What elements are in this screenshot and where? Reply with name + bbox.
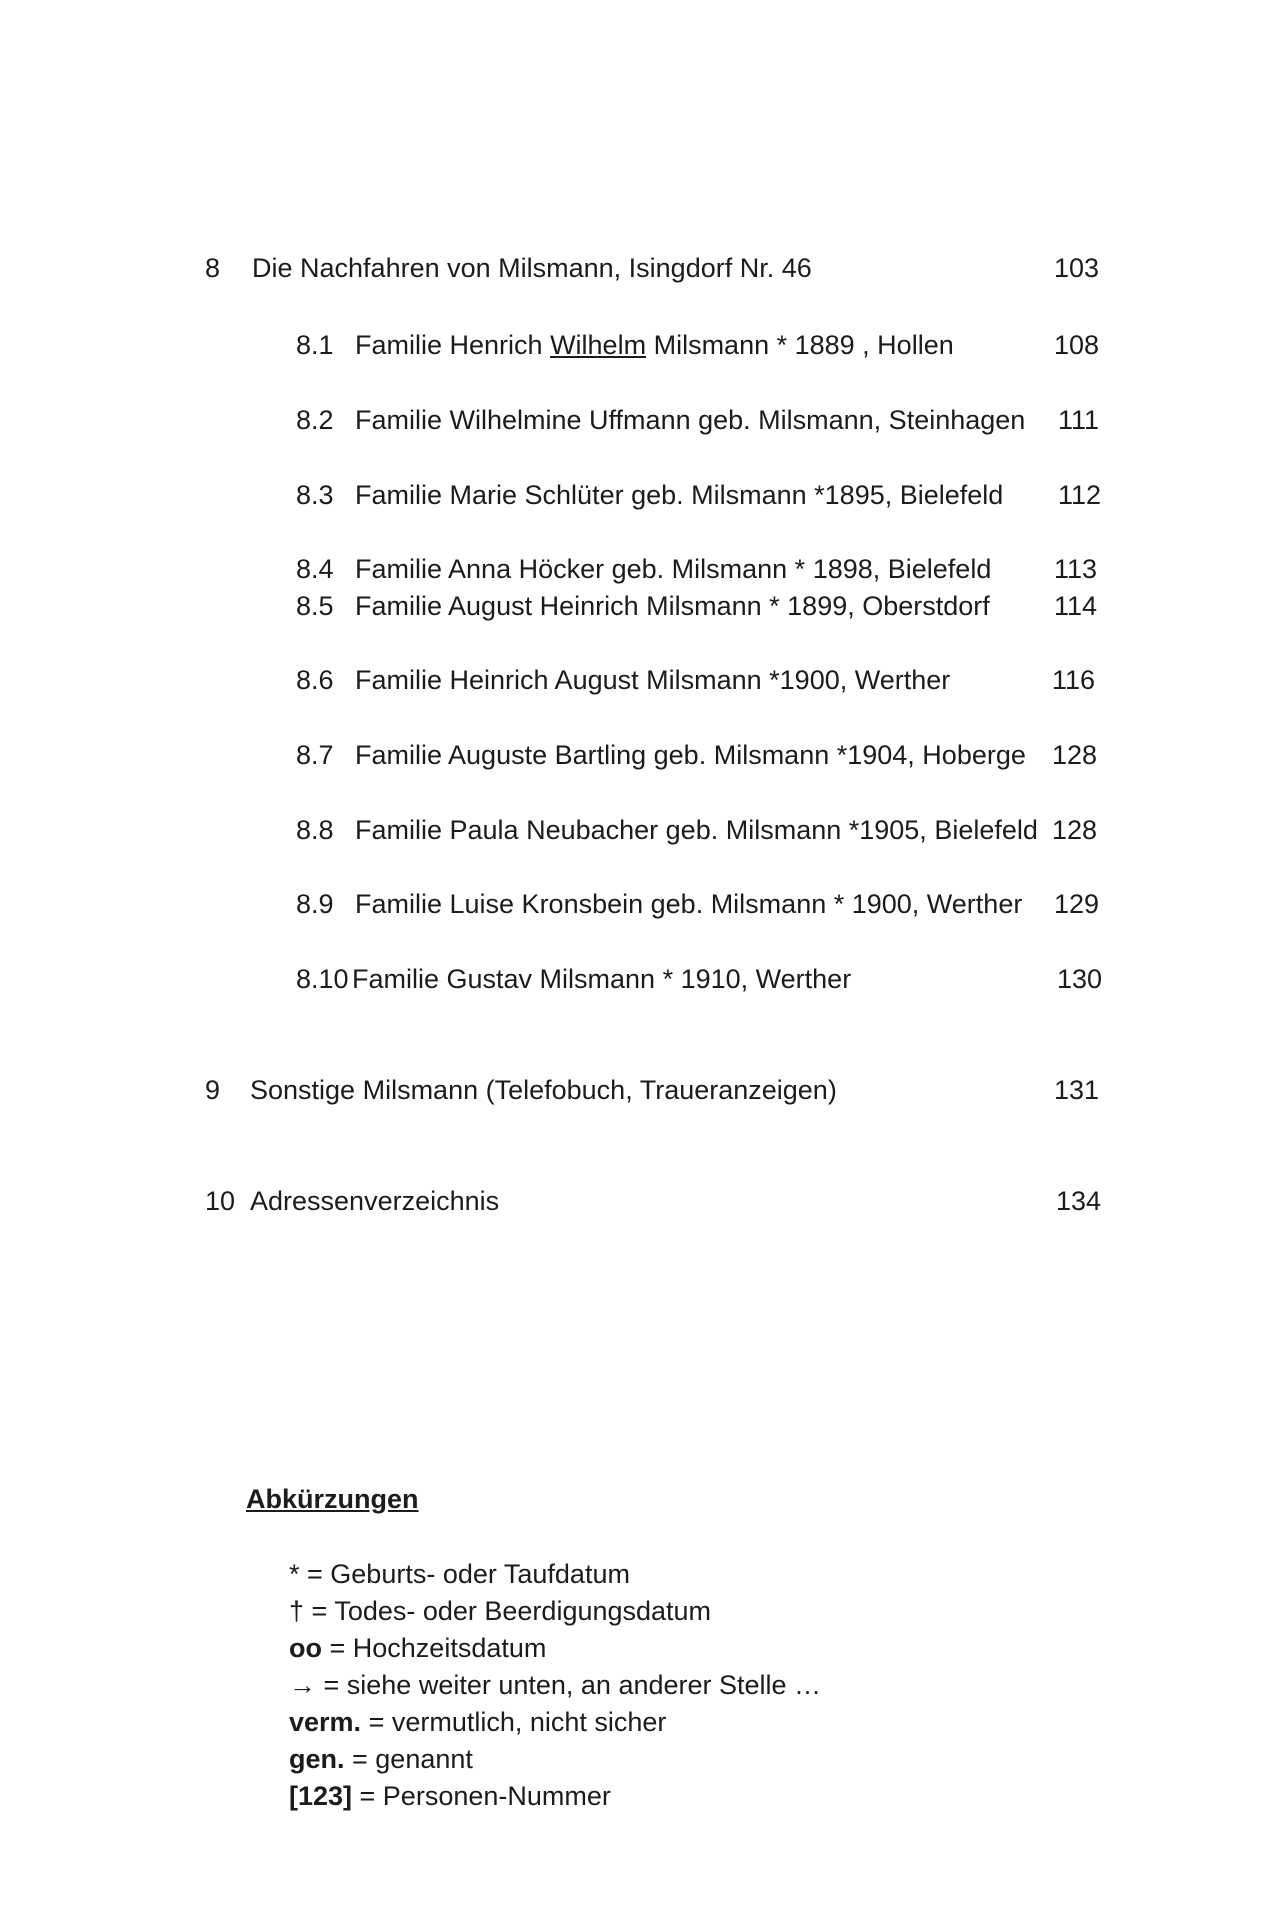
toc-title: Die Nachfahren von Milsmann, Isingdorf Nr. 46 <box>252 253 812 283</box>
abbreviation-key: [123] <box>289 1781 353 1811</box>
toc-page-number: 108 <box>1054 330 1100 360</box>
toc-number: 9 <box>205 1075 221 1105</box>
toc-number: 8.3 <box>296 480 334 510</box>
toc-title: Familie Heinrich August Milsmann *1900, Werther <box>355 665 951 695</box>
toc-number: 8.7 <box>296 740 334 770</box>
abbreviation-item <box>289 1632 546 1664</box>
toc-number: 8.1 <box>296 330 334 360</box>
abbreviation-text: = Todes- oder Beerdigungsdatum <box>304 1596 712 1626</box>
toc-page-number: 128 <box>1052 740 1098 770</box>
toc-page-number: 134 <box>1056 1186 1102 1216</box>
abbreviation-item <box>289 1706 666 1738</box>
abbreviation-text: = Personen-Nummer <box>352 1781 611 1811</box>
toc-number: 8.10 <box>296 964 349 994</box>
abbreviation-key: oo <box>289 1633 322 1663</box>
abbreviation-item <box>289 1743 473 1775</box>
abbreviation-text: = Hochzeitsdatum <box>322 1633 547 1663</box>
toc-page-number: 103 <box>1054 253 1100 283</box>
abbreviation-text: = genannt <box>344 1744 473 1774</box>
toc-title: Familie Gustav Milsmann * 1910, Werther <box>352 964 852 994</box>
toc-number: 8 <box>205 253 221 283</box>
abbreviation-key: verm. <box>289 1707 362 1737</box>
toc-title: Familie Marie Schlüter geb. Milsmann *1895, Bielefeld <box>355 480 1004 510</box>
toc-number: 8.5 <box>296 591 334 621</box>
toc-title: Familie Anna Höcker geb. Milsmann * 1898, Bielefeld <box>355 554 992 584</box>
toc-title: Familie August Heinrich Milsmann * 1899, Oberstdorf <box>355 591 990 621</box>
toc-page-number: 111 <box>1058 405 1100 435</box>
toc-title: Familie Henrich Wilhelm Milsmann * 1889 , Hollen <box>355 330 954 360</box>
toc-title: Familie Luise Kronsbein geb. Milsmann * 1900, Werther <box>355 889 1023 919</box>
toc-page-number: 112 <box>1058 480 1102 510</box>
toc-number: 8.6 <box>296 665 334 695</box>
toc-title: Sonstige Milsmann (Telefobuch, Traueranzeigen) <box>250 1075 837 1105</box>
toc-page-number: 114 <box>1054 591 1098 621</box>
abbreviation-key: * <box>289 1559 300 1589</box>
abbreviation-item <box>289 1558 630 1590</box>
dagger-symbol: † <box>289 1596 305 1626</box>
toc-title: Adressenverzeichnis <box>250 1186 500 1216</box>
toc-page-number: 113 <box>1054 554 1098 584</box>
toc-title: Familie Paula Neubacher geb. Milsmann *1905, Bielefeld <box>355 815 1038 845</box>
toc-page-number: 131 <box>1054 1075 1100 1105</box>
abbreviation-text: = Geburts- oder Taufdatum <box>299 1559 630 1589</box>
abbreviation-key: gen. <box>289 1744 345 1774</box>
abbreviation-item <box>289 1780 611 1812</box>
toc-page-number: 129 <box>1054 889 1100 919</box>
toc-title: Familie Auguste Bartling geb. Milsmann *1904, Hoberge <box>355 740 1026 770</box>
toc-page-number: 116 <box>1052 665 1096 695</box>
toc-number: 8.8 <box>296 815 334 845</box>
abbreviation-item <box>289 1669 821 1701</box>
abbreviation-text: = siehe weiter unten, an anderer Stelle … <box>316 1670 822 1700</box>
abbreviation-text: = vermutlich, nicht sicher <box>361 1707 667 1737</box>
toc-number: 8.9 <box>296 889 334 919</box>
toc-page-number: 128 <box>1052 815 1098 845</box>
toc-title: Familie Wilhelmine Uffmann geb. Milsmann, Steinhagen <box>355 405 1026 435</box>
underlined-name: Wilhelm <box>550 330 647 360</box>
toc-number: 8.2 <box>296 405 334 435</box>
abbreviations-heading: Abkürzungen <box>246 1484 419 1514</box>
toc-page-number: 130 <box>1057 964 1103 994</box>
toc-number: 8.4 <box>296 554 334 584</box>
abbreviation-item <box>289 1595 711 1627</box>
toc-number: 10 <box>205 1186 236 1216</box>
arrow-right-icon: → <box>289 1670 316 1700</box>
